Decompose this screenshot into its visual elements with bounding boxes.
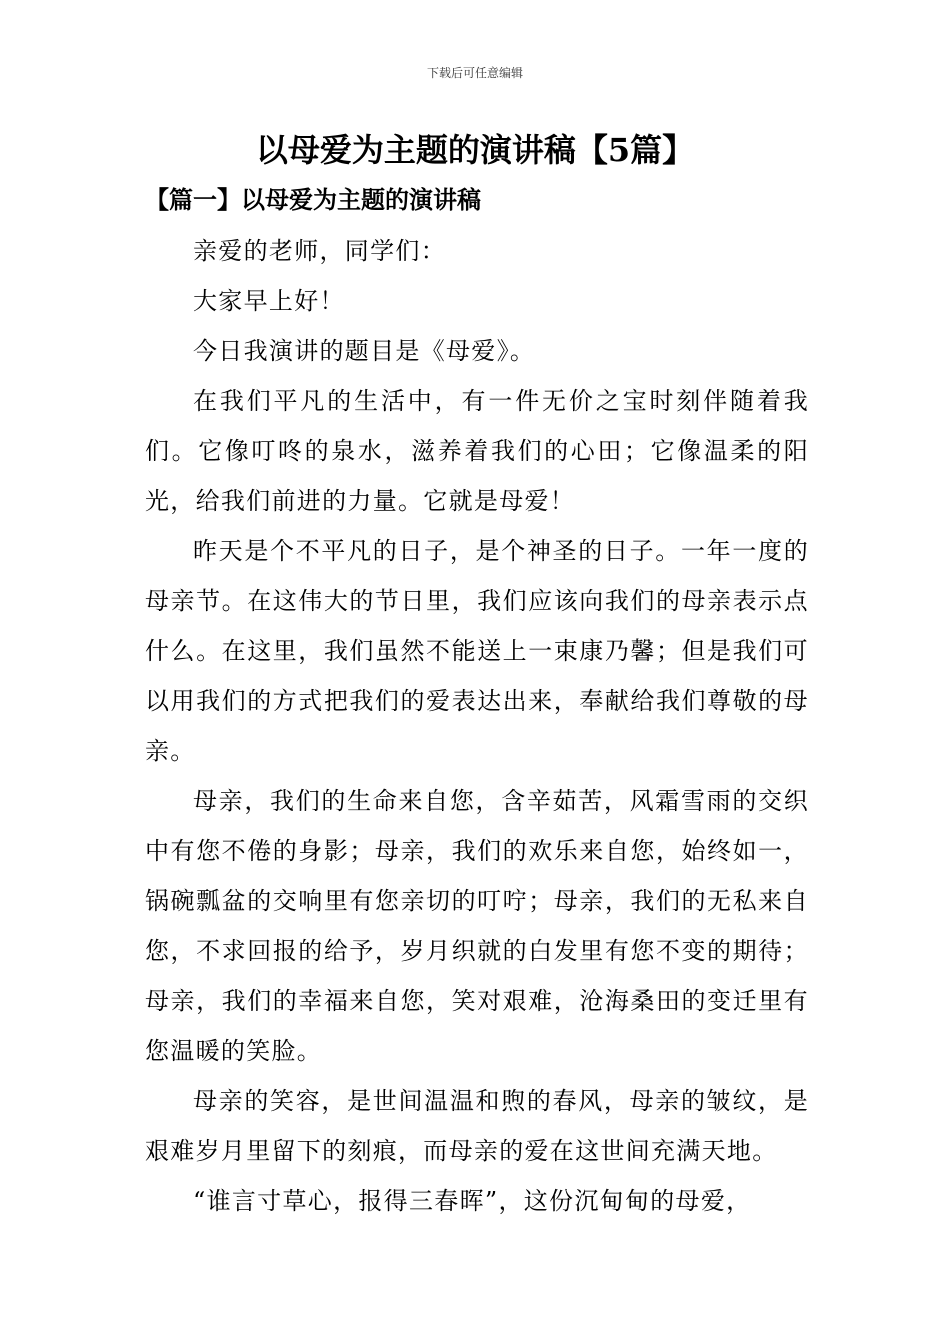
paragraph-good-morning: 大家早上好！ (193, 287, 345, 315)
paragraph-quote: “谁言寸草心，报得三春晖”，这份沉甸甸的母爱， (193, 1187, 752, 1215)
paragraph-treasure: 在我们平凡的生活中，有一件无价之宝时刻伴随着我们。它像叮咚的泉水，滋养着我们的心田；它像温柔的阳光，给我们前进的力量。它就是母爱！ (145, 387, 809, 515)
document-title: 以母爱为主题的演讲稿【5篇】 (255, 131, 695, 169)
paragraph-mother-smile: 母亲的笑容，是世间温温和煦的春风，母亲的皱纹，是艰难岁月里留下的刻痕，而母亲的爱在这世间充满天地。 (145, 1087, 809, 1165)
paragraph-topic: 今日我演讲的题目是《母爱》。 (193, 337, 536, 365)
paragraph-mothers-day: 昨天是个不平凡的日子，是个神圣的日子。一年一度的母亲节。在这伟大的节日里，我们应该向我们的母亲表示点什么。在这里，我们虽然不能送上一束康乃馨；但是我们可以用我们的方式把我们的爱表达出来，奉献给我们尊敬的母亲。 (145, 537, 809, 765)
paragraph-mother-life: 母亲，我们的生命来自您，含辛茹苦，风霜雪雨的交织中有您不倦的身影；母亲，我们的欢乐来自您，始终如一，锅碗瓢盆的交响里有您亲切的叮咛；母亲，我们的无私来自您，不求回报的给予，岁月织就的白发里有您不变的期待；母亲，我们的幸福来自您，笑对艰难，沧海桑田的变迁里有您温暖的笑脸。 (145, 787, 809, 1065)
header-note: 下载后可任意编辑 (426, 66, 523, 80)
paragraph-greeting: 亲爱的老师，同学们： (193, 237, 446, 265)
document-body (145, 226, 809, 1226)
section-heading: 【篇一】以母爱为主题的演讲稿 (145, 185, 481, 214)
